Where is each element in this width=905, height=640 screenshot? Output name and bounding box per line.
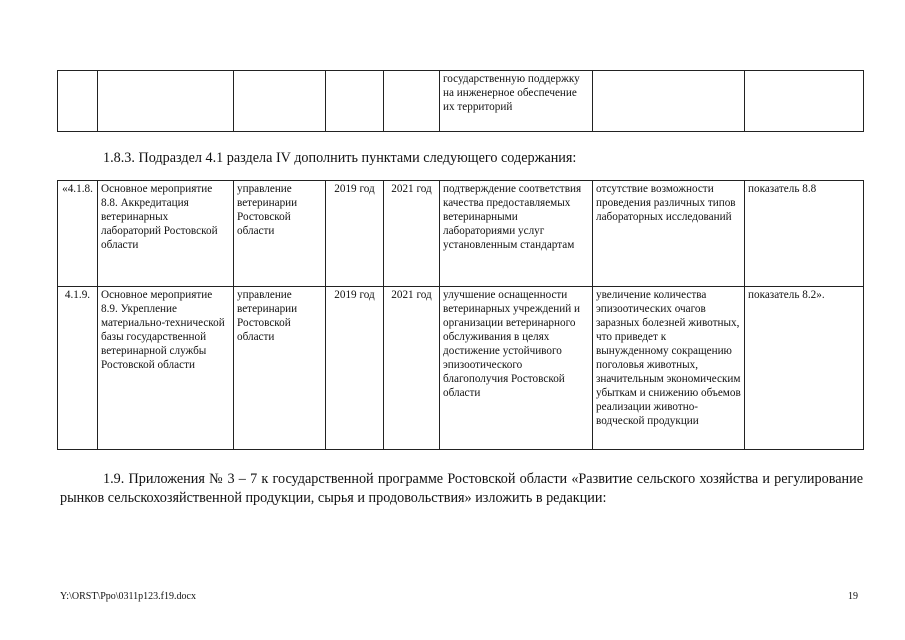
page-number: 19 <box>848 591 858 602</box>
start-year: 2019 год <box>326 181 384 287</box>
paragraph-section-1-8-3: 1.8.3. Подраздел 4.1 раздела IV дополнить пунктами следующего содержания: <box>103 150 577 166</box>
expected-result: подтверждение соответствия качества предоставляемых ветеринарными лабораториями услуг установленным стандартам <box>440 181 593 287</box>
table-cell <box>326 71 384 132</box>
executor: управление ветеринарии Ростовской области <box>234 181 326 287</box>
top-table-fragment <box>57 70 864 132</box>
end-year: 2021 год <box>384 287 440 450</box>
table-row <box>58 71 864 132</box>
table-cell <box>745 71 864 132</box>
indicator: показатель 8.8 <box>745 181 864 287</box>
measure-name: Основное мероприятие 8.9. Укрепление материально-технической базы государственной ветеринарной службы Ростовской области <box>98 287 234 450</box>
table-cell <box>234 71 326 132</box>
paragraph-section-1-9: 1.9. Приложения № 3 – 7 к государственной программе Ростовской области «Развитие сельского хозяйства и регулирование рынков сельскохозяйственной продукции, сырья и продовольствия» изложить в редакции: <box>60 471 863 506</box>
table-cell <box>98 71 234 132</box>
table-row <box>58 287 864 450</box>
row-number: 4.1.9. <box>58 287 98 450</box>
measure-name: Основное мероприятие 8.8. Аккредитация ветеринарных лабораторий Ростовской области <box>98 181 234 287</box>
footer-file-path: Y:\ORST\Ppo\0311p123.f19.docx <box>60 591 196 602</box>
end-year: 2021 год <box>384 181 440 287</box>
table-cell <box>593 71 745 132</box>
consequence: отсутствие возможности проведения различных типов лабораторных исследований <box>593 181 745 287</box>
table-cell: государственную поддержку на инженерное обеспечение их территорий <box>440 71 593 132</box>
indicator: показатель 8.2». <box>745 287 864 450</box>
table-cell <box>384 71 440 132</box>
start-year: 2019 год <box>326 287 384 450</box>
consequence: увеличение количества эпизоотических очагов заразных болезней животных, что приведет к вынужденному сокращению поголовья животных, значительным экономическим убыткам и снижению объемов реализации животно-водческой продукции <box>593 287 745 450</box>
table-cell <box>58 71 98 132</box>
executor: управление ветеринарии Ростовской области <box>234 287 326 450</box>
measures-table <box>57 180 864 450</box>
table-row <box>58 181 864 287</box>
expected-result: улучшение оснащенности ветеринарных учреждений и организации ветеринарного обслуживания в целях достижение устойчивого эпизоотического благополучия Ростовской области <box>440 287 593 450</box>
row-number: «4.1.8. <box>58 181 98 287</box>
